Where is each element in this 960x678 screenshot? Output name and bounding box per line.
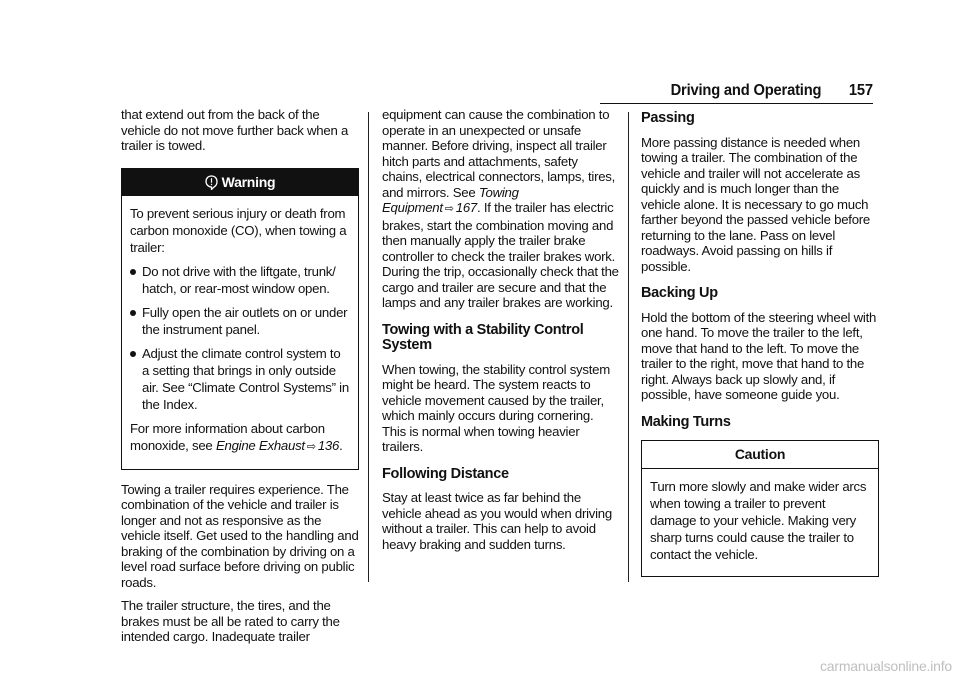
paragraph: More passing distance is needed when towing a trailer. The combination of the vehicle and trailer will not accelerate as quickly and is much longer than the vehicle alone. It is necessary to go much farther beyond the passed vehicle before returning to the lane. Pass on level roadways. Avoid passing on hills if possible. <box>641 134 870 274</box>
section-heading: Passing <box>641 110 695 126</box>
caution-box <box>641 440 879 577</box>
cross-reference-link[interactable]: Towing Equipment <box>382 184 519 215</box>
section-heading: Making Turns <box>641 413 731 430</box>
page-number: 157 <box>848 82 873 99</box>
cross-reference-page[interactable]: 136 <box>317 437 340 453</box>
header-rule <box>600 103 873 104</box>
caution-title: Caution <box>642 441 878 469</box>
page-pointer-icon: ⇨ <box>306 440 316 453</box>
warning-intro: To prevent serious injury or death from carbon monoxide (CO), when towing a trailer: <box>130 205 347 255</box>
page-pointer-icon: ⇨ <box>444 203 454 215</box>
paragraph: Towing a trailer requires experience. The combination of the vehicle and trailer is longer and not as responsive as the vehicle itself. Get used to the handling and braking of the combination by driving on a level road surface before driving on public roads. <box>121 481 359 590</box>
column-divider <box>628 112 629 582</box>
caution-text: Turn more slowly and make wider arcs when towing a trailer to prevent damage to your vehicle. Making very sharp turns could cause the trailer to contact the vehicle. <box>650 478 867 562</box>
cross-reference-page[interactable]: 167 <box>455 200 478 215</box>
warning-box <box>121 168 359 470</box>
column-divider <box>368 112 369 582</box>
warning-more-info: For more information about carbon monoxide, see Engine Exhaust ⇨ 136. <box>130 420 343 453</box>
paragraph: The trailer structure, the tires, and the brakes must be all be rated to carry the intended cargo. Inadequate trailer <box>121 598 340 644</box>
column-3 <box>641 107 879 577</box>
warning-icon <box>205 175 218 190</box>
page-header <box>671 82 873 100</box>
paragraph: Hold the bottom of the steering wheel with one hand. To move the trailer to the left, move that hand to the left. To move the trailer to the right, move that hand to the right. Always back up slowly and, if possible, have someone guide you. <box>641 309 877 402</box>
list-item: Fully open the air outlets on or under the instrument panel. <box>130 304 350 338</box>
cross-reference-link[interactable]: Engine Exhaust <box>215 437 305 453</box>
warning-list <box>130 263 350 413</box>
column-2 <box>382 107 620 560</box>
bullet-icon <box>130 351 136 357</box>
section-heading: Backing Up <box>641 285 718 301</box>
section-heading: Towing with a Stability Control System <box>382 321 584 353</box>
paragraph: When towing, the stability control system might be heard. The system reacts to vehicle movement caused by the trailer, which mainly occurs during cornering. This is normal when towing heavier trailers. <box>382 361 610 454</box>
paragraph: that extend out from the back of the vehicle do not move further back when a trailer is towed. <box>121 107 349 153</box>
warning-title: Warning <box>221 173 276 190</box>
paragraph: equipment can cause the combination to operate in an unexpected or unsafe manner. Before driving, inspect all trailer hitch parts and attachments, safety chains, electrical connectors, lamps, tires, and mirrors. See Towing Equipment ⇨ 167. If the trailer has electric brakes, start the combination moving and then manually apply the trailer brake controller to check the trailer brakes work. During the trip, occasionally check that the cargo and trailer are secure and that the lamps and any trailer brakes are working. <box>382 107 619 310</box>
section-heading: Following Distance <box>382 465 509 482</box>
caution-body <box>642 469 878 576</box>
section-title: Driving and Operating <box>670 82 822 99</box>
warning-body <box>122 196 358 469</box>
paragraph: Stay at least twice as far behind the vehicle ahead as you would when driving without a trailer. This can help to avoid heavy braking and sudden turns. <box>382 490 612 552</box>
warning-header <box>122 169 358 196</box>
watermark: carmanualsonline.info <box>820 658 952 674</box>
bullet-icon <box>130 269 136 275</box>
bullet-icon <box>130 310 136 316</box>
list-item: Adjust the climate control system to a setting that brings in only outside air. See “Climate Control Systems” in the Index. <box>130 345 350 413</box>
column-1 <box>121 107 359 653</box>
list-item: Do not drive with the liftgate, trunk/ hatch, or rear-most window open. <box>130 263 350 297</box>
